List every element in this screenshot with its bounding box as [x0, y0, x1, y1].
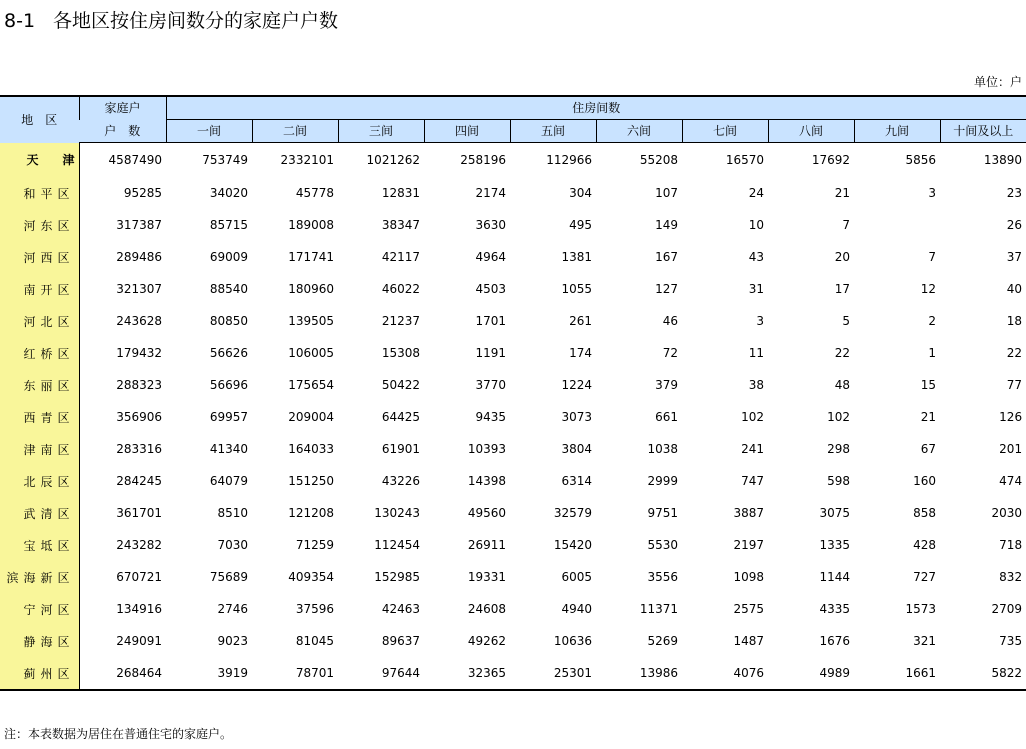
value-cell: 718 — [999, 538, 1023, 552]
value-cell: 9751 — [647, 506, 678, 520]
region-cell: 红桥区 — [0, 337, 79, 369]
value-cell: 171741 — [288, 250, 334, 264]
table-row — [0, 273, 1026, 305]
value-cell: 21237 — [381, 314, 420, 328]
value-cell: 2999 — [647, 474, 678, 488]
total-cell: 243282 — [116, 538, 162, 552]
value-cell: 1335 — [819, 538, 850, 552]
value-cell: 261 — [569, 314, 592, 328]
table-row — [0, 593, 1026, 625]
value-cell: 130243 — [374, 506, 420, 520]
value-cell: 102 — [827, 410, 850, 424]
value-cell: 26911 — [467, 538, 506, 552]
value-cell: 167 — [655, 250, 678, 264]
value-cell: 598 — [827, 474, 850, 488]
value-cell: 32579 — [553, 506, 592, 520]
total-cell: 289486 — [116, 250, 162, 264]
table-row — [0, 401, 1026, 433]
value-cell: 2332101 — [280, 153, 334, 167]
value-cell: 474 — [999, 474, 1023, 488]
total-cell: 317387 — [116, 218, 162, 232]
table-row — [0, 337, 1026, 369]
rooms-subheader: 七间 — [682, 120, 768, 143]
region-cell: 蓟州区 — [0, 657, 79, 690]
value-cell: 8510 — [217, 506, 248, 520]
value-cell: 127 — [655, 282, 678, 296]
rooms-subheader: 九间 — [854, 120, 940, 143]
value-cell: 56696 — [209, 378, 248, 392]
value-cell: 11 — [748, 346, 764, 360]
value-cell: 107 — [655, 186, 678, 200]
region-cell: 宝坻区 — [0, 529, 79, 561]
value-cell: 1021262 — [366, 153, 420, 167]
value-cell: 31 — [748, 282, 764, 296]
value-cell: 71259 — [295, 538, 334, 552]
value-cell: 81045 — [295, 634, 334, 648]
value-cell: 75689 — [209, 570, 248, 584]
total-cell: 134916 — [116, 602, 162, 616]
value-cell: 241 — [741, 442, 764, 456]
total-cell: 179432 — [116, 346, 162, 360]
value-cell: 832 — [999, 570, 1023, 584]
value-cell: 67 — [920, 442, 936, 456]
value-cell: 1144 — [819, 570, 850, 584]
table-row — [0, 625, 1026, 657]
value-cell: 50422 — [381, 378, 420, 392]
total-cell: 670721 — [116, 570, 162, 584]
value-cell: 753749 — [202, 153, 248, 167]
total-cell: 356906 — [116, 410, 162, 424]
value-cell: 77 — [1006, 378, 1023, 392]
value-cell: 735 — [999, 634, 1023, 648]
value-cell: 9435 — [475, 410, 506, 424]
value-cell: 3556 — [647, 570, 678, 584]
value-cell: 379 — [655, 378, 678, 392]
value-cell: 6314 — [561, 474, 592, 488]
region-cell: 武清区 — [0, 497, 79, 529]
value-cell: 80850 — [209, 314, 248, 328]
footnote: 注：本表数据为居住在普通住宅的家庭户。 — [4, 727, 233, 741]
value-cell: 151250 — [288, 474, 334, 488]
value-cell: 24608 — [467, 602, 506, 616]
value-cell: 2174 — [475, 186, 506, 200]
value-cell: 2030 — [991, 506, 1023, 520]
value-cell: 112966 — [546, 153, 592, 167]
value-cell: 49262 — [467, 634, 506, 648]
value-cell: 10636 — [553, 634, 592, 648]
value-cell: 37 — [1006, 250, 1023, 264]
table-row — [0, 369, 1026, 401]
value-cell: 409354 — [288, 570, 334, 584]
value-cell: 3630 — [475, 218, 506, 232]
rooms-subheader: 四间 — [424, 120, 510, 143]
value-cell: 1701 — [475, 314, 506, 328]
value-cell: 1676 — [819, 634, 850, 648]
region-cell: 西青区 — [0, 401, 79, 433]
value-cell: 69957 — [209, 410, 248, 424]
rooms-subheader: 二间 — [252, 120, 338, 143]
value-cell: 13890 — [983, 153, 1023, 167]
total-cell: 268464 — [79, 657, 166, 690]
value-cell: 428 — [913, 538, 936, 552]
table-row — [0, 529, 1026, 561]
page-title — [4, 6, 338, 33]
value-cell: 14398 — [467, 474, 506, 488]
rooms-group-header: 住房间数 — [166, 96, 1026, 120]
value-cell: 72 — [662, 346, 678, 360]
value-cell: 2746 — [217, 602, 248, 616]
total-cell: 4587490 — [108, 153, 162, 167]
value-cell: 727 — [913, 570, 936, 584]
value-cell: 9023 — [217, 634, 248, 648]
value-cell: 5 — [842, 314, 850, 328]
value-cell: 3919 — [166, 657, 252, 690]
value-cell: 10 — [748, 218, 764, 232]
value-cell: 164033 — [288, 442, 334, 456]
value-cell: 78701 — [252, 657, 338, 690]
value-cell: 46 — [662, 314, 678, 328]
value-cell: 3 — [756, 314, 764, 328]
table-row — [0, 241, 1026, 273]
value-cell — [854, 209, 940, 241]
value-cell: 24 — [748, 186, 764, 200]
value-cell: 1573 — [905, 602, 936, 616]
value-cell: 69009 — [209, 250, 248, 264]
value-cell: 4335 — [819, 602, 850, 616]
table-number: 8-1 — [4, 10, 36, 32]
value-cell: 152985 — [374, 570, 420, 584]
value-cell: 1381 — [561, 250, 592, 264]
value-cell: 106005 — [288, 346, 334, 360]
value-cell: 21 — [920, 410, 936, 424]
value-cell: 139505 — [288, 314, 334, 328]
table-row — [0, 433, 1026, 465]
value-cell: 858 — [913, 506, 936, 520]
value-cell: 189008 — [288, 218, 334, 232]
rooms-subheader: 一间 — [166, 120, 252, 143]
value-cell: 11371 — [639, 602, 678, 616]
value-cell: 4964 — [475, 250, 506, 264]
value-cell: 174 — [569, 346, 592, 360]
value-cell: 46022 — [381, 282, 420, 296]
value-cell: 121208 — [288, 506, 334, 520]
table-row — [0, 465, 1026, 497]
value-cell: 3770 — [475, 378, 506, 392]
total-cell: 249091 — [116, 634, 162, 648]
value-cell: 3887 — [733, 506, 764, 520]
value-cell: 2 — [928, 314, 936, 328]
region-cell: 北辰区 — [0, 465, 79, 497]
value-cell: 15308 — [381, 346, 420, 360]
value-cell: 4940 — [561, 602, 592, 616]
value-cell: 26 — [1006, 218, 1023, 232]
value-cell: 12831 — [381, 186, 420, 200]
value-cell: 48 — [834, 378, 850, 392]
value-cell: 21 — [834, 186, 850, 200]
value-cell: 4076 — [682, 657, 768, 690]
table-row — [0, 497, 1026, 529]
value-cell: 2197 — [733, 538, 764, 552]
value-cell: 25301 — [510, 657, 596, 690]
header-row-1 — [0, 96, 1026, 120]
value-cell: 1 — [928, 346, 936, 360]
region-cell: 津南区 — [0, 433, 79, 465]
value-cell: 495 — [569, 218, 592, 232]
value-cell: 85715 — [209, 218, 248, 232]
value-cell: 3073 — [561, 410, 592, 424]
header-row-2 — [0, 120, 1026, 143]
value-cell: 45778 — [295, 186, 334, 200]
region-cell: 河东区 — [0, 209, 79, 241]
rooms-subheader: 六间 — [596, 120, 682, 143]
value-cell: 42463 — [381, 602, 420, 616]
value-cell: 23 — [1006, 186, 1023, 200]
value-cell: 18 — [1006, 314, 1023, 328]
value-cell: 3804 — [561, 442, 592, 456]
value-cell: 7 — [842, 218, 850, 232]
value-cell: 1224 — [561, 378, 592, 392]
total-cell: 321307 — [116, 282, 162, 296]
value-cell: 43226 — [381, 474, 420, 488]
value-cell: 12 — [920, 282, 936, 296]
value-cell: 175654 — [288, 378, 334, 392]
value-cell: 2709 — [991, 602, 1023, 616]
value-cell: 34020 — [209, 186, 248, 200]
value-cell: 43 — [748, 250, 764, 264]
value-cell: 112454 — [374, 538, 420, 552]
value-cell: 2575 — [733, 602, 764, 616]
value-cell: 3075 — [819, 506, 850, 520]
region-cell: 河西区 — [0, 241, 79, 273]
value-cell: 49560 — [467, 506, 506, 520]
value-cell: 20 — [834, 250, 850, 264]
value-cell: 258196 — [460, 153, 506, 167]
value-cell: 19331 — [467, 570, 506, 584]
rooms-subheader: 八间 — [768, 120, 854, 143]
value-cell: 321 — [913, 634, 936, 648]
value-cell: 661 — [655, 410, 678, 424]
value-cell: 298 — [827, 442, 850, 456]
total-header-line2: 户 数 — [79, 120, 166, 143]
value-cell: 209004 — [288, 410, 334, 424]
value-cell: 41340 — [209, 442, 248, 456]
total-cell: 361701 — [116, 506, 162, 520]
value-cell: 126 — [999, 410, 1023, 424]
value-cell: 38 — [748, 378, 764, 392]
value-cell: 747 — [741, 474, 764, 488]
total-cell: 243628 — [116, 314, 162, 328]
value-cell: 17692 — [811, 153, 850, 167]
value-cell: 1661 — [854, 657, 940, 690]
region-cell: 河北区 — [0, 305, 79, 337]
value-cell: 64425 — [381, 410, 420, 424]
value-cell: 304 — [569, 186, 592, 200]
value-cell: 5530 — [647, 538, 678, 552]
table-row — [0, 209, 1026, 241]
value-cell: 42117 — [381, 250, 420, 264]
total-header-line1: 家庭户 — [79, 96, 166, 120]
value-cell: 1038 — [647, 442, 678, 456]
region-cell: 和平区 — [0, 177, 79, 209]
region-cell: 滨海新区 — [0, 561, 79, 593]
region-cell: 南开区 — [0, 273, 79, 305]
total-cell: 288323 — [116, 378, 162, 392]
table-row — [0, 143, 1026, 178]
region-cell: 静海区 — [0, 625, 79, 657]
rooms-subheader: 五间 — [510, 120, 596, 143]
value-cell: 15420 — [553, 538, 592, 552]
value-cell: 4989 — [768, 657, 854, 690]
rooms-subheader: 三间 — [338, 120, 424, 143]
value-cell: 37596 — [295, 602, 334, 616]
value-cell: 180960 — [288, 282, 334, 296]
data-table — [0, 95, 1026, 691]
region-column-header: 地 区 — [0, 96, 79, 143]
region-cell: 宁河区 — [0, 593, 79, 625]
value-cell: 149 — [655, 218, 678, 232]
value-cell: 13986 — [596, 657, 682, 690]
value-cell: 15 — [920, 378, 936, 392]
region-cell: 东丽区 — [0, 369, 79, 401]
value-cell: 5269 — [647, 634, 678, 648]
table-body — [0, 143, 1026, 691]
value-cell: 55208 — [639, 153, 678, 167]
table-title: 各地区按住房间数分的家庭户户数 — [53, 10, 339, 32]
value-cell: 40 — [1006, 282, 1023, 296]
value-cell: 22 — [834, 346, 850, 360]
value-cell: 102 — [741, 410, 764, 424]
value-cell: 160 — [913, 474, 936, 488]
total-cell: 283316 — [116, 442, 162, 456]
value-cell: 89637 — [381, 634, 420, 648]
value-cell: 88540 — [209, 282, 248, 296]
value-cell: 3 — [928, 186, 936, 200]
table-row — [0, 177, 1026, 209]
total-cell: 95285 — [123, 186, 162, 200]
value-cell: 16570 — [725, 153, 764, 167]
table-row — [0, 305, 1026, 337]
value-cell: 5822 — [940, 657, 1026, 690]
value-cell: 1098 — [733, 570, 764, 584]
value-cell: 10393 — [467, 442, 506, 456]
value-cell: 56626 — [209, 346, 248, 360]
value-cell: 7 — [928, 250, 936, 264]
value-cell: 1191 — [475, 346, 506, 360]
value-cell: 17 — [834, 282, 850, 296]
value-cell: 22 — [1006, 346, 1023, 360]
value-cell: 1487 — [733, 634, 764, 648]
value-cell: 97644 — [338, 657, 424, 690]
region-cell: 天 津 — [0, 143, 79, 178]
value-cell: 32365 — [424, 657, 510, 690]
value-cell: 6005 — [561, 570, 592, 584]
value-cell: 201 — [999, 442, 1023, 456]
total-cell: 284245 — [116, 474, 162, 488]
value-cell: 61901 — [381, 442, 420, 456]
value-cell: 5856 — [905, 153, 936, 167]
value-cell: 38347 — [381, 218, 420, 232]
table-row — [0, 561, 1026, 593]
rooms-subheader: 十间及以上 — [940, 120, 1026, 143]
value-cell: 1055 — [561, 282, 592, 296]
value-cell: 64079 — [209, 474, 248, 488]
unit-label: 单位：户 — [973, 75, 1022, 89]
table-row — [0, 657, 1026, 690]
value-cell: 7030 — [217, 538, 248, 552]
value-cell: 4503 — [475, 282, 506, 296]
